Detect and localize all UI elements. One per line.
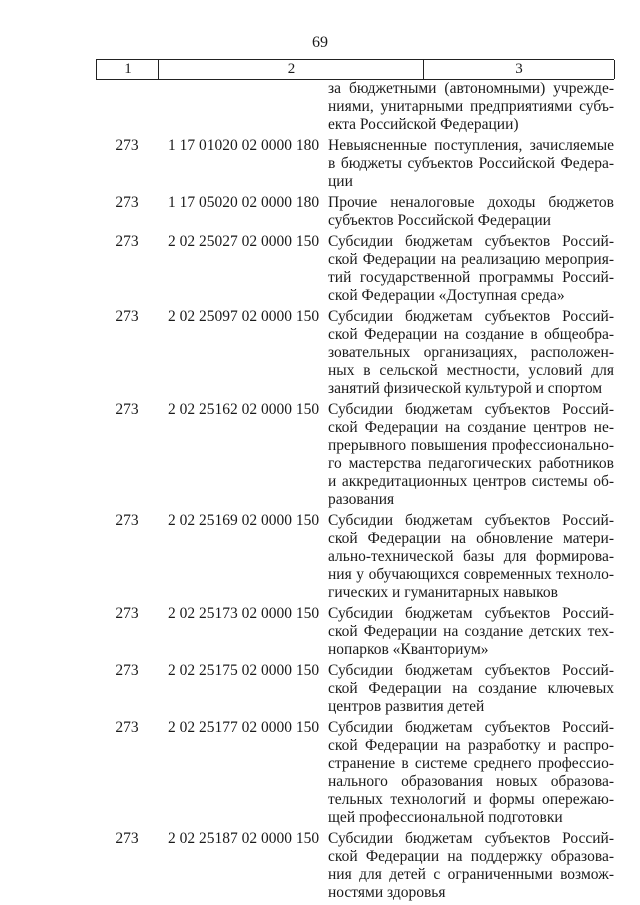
description-line: ния у обучающихся современных техноло-	[328, 566, 614, 583]
description-line: ской Федерации на создание центров не-	[328, 419, 614, 436]
description-line: гических и гуманитарных навыков	[328, 584, 558, 601]
admin-code-cell: 273	[115, 605, 139, 622]
income-description-cell	[328, 512, 614, 602]
description-line: Субсидии бюджетам субъектов Россий-	[328, 830, 614, 847]
description-line: тий государственной программы Россий-	[328, 269, 614, 286]
table-row	[96, 137, 614, 191]
description-line: ниями, унитарными предприятиями субъ-	[328, 98, 614, 115]
budget-class-code-cell: 2 02 25162 02 0000 150	[168, 401, 320, 418]
income-description-cell	[328, 194, 614, 230]
description-line: тельных технологий и формы опережаю-	[328, 791, 614, 808]
description-line: нального образования новых образова-	[328, 773, 614, 790]
budget-class-code-cell: 1 17 01020 02 0000 180	[168, 137, 320, 154]
description-line: ской Федерации «Доступная среда»	[328, 287, 565, 304]
income-description-cell	[328, 233, 614, 305]
description-line: занятий физической культурой и спортом	[328, 380, 603, 397]
table-row	[96, 605, 614, 659]
admin-code-cell: 273	[115, 830, 139, 847]
description-line: зовательных организациях, расположен-	[328, 344, 614, 361]
description-line: ных в сельской местности, условий для	[328, 362, 614, 379]
description-line: Субсидии бюджетам субъектов Россий-	[328, 308, 614, 325]
admin-code-cell: 273	[115, 401, 139, 418]
admin-code-cell: 273	[115, 137, 139, 154]
description-line: ской Федерации на создание в общеобра-	[328, 326, 614, 343]
header-col-1: 1	[96, 60, 159, 79]
description-line: центров развития детей	[328, 698, 485, 715]
admin-code-cell	[96, 80, 158, 134]
description-line: ской Федерации на создание ключевых	[328, 680, 614, 697]
description-line: ции	[328, 173, 353, 190]
budget-class-code-cell	[158, 80, 328, 134]
description-line: ской Федерации на реализацию мероприя-	[328, 251, 614, 268]
income-description-cell	[328, 830, 614, 902]
income-description-cell	[328, 719, 614, 827]
description-line: субъектов Российской Федерации	[328, 212, 551, 229]
description-line: Невыясненные поступления, зачисляемые	[328, 137, 614, 154]
description-line: в бюджеты субъектов Российской Федера-	[328, 155, 614, 172]
description-line: Субсидии бюджетам субъектов Россий-	[328, 233, 614, 250]
description-line: го мастерства педагогических работников	[328, 455, 614, 472]
description-line: и аккредитационных центров системы об-	[328, 473, 614, 490]
table-row	[96, 80, 614, 134]
description-line: Субсидии бюджетам субъектов Россий-	[328, 719, 614, 736]
description-line: Субсидии бюджетам субъектов Россий-	[328, 662, 614, 679]
description-line: екта Российской Федерации)	[328, 116, 519, 133]
table-row	[96, 233, 614, 305]
description-line: прерывного повышения профессионально-	[328, 437, 614, 454]
description-line: Субсидии бюджетам субъектов Россий-	[328, 401, 614, 418]
income-description-cell	[328, 662, 614, 716]
description-line: ской Федерации на создание детских тех-	[328, 623, 614, 640]
table-row	[96, 194, 614, 230]
admin-code-cell: 273	[115, 308, 139, 325]
admin-code-cell: 273	[115, 512, 139, 529]
income-description-cell	[328, 80, 614, 134]
budget-class-code-cell: 2 02 25177 02 0000 150	[168, 719, 320, 736]
description-line: ально-технической базы для формирова-	[328, 548, 614, 565]
budget-class-code-cell: 1 17 05020 02 0000 180	[168, 194, 320, 211]
admin-code-cell: 273	[115, 233, 139, 250]
budget-class-code-cell: 2 02 25173 02 0000 150	[168, 605, 320, 622]
budget-class-code-cell: 2 02 25175 02 0000 150	[168, 662, 320, 679]
description-line: Субсидии бюджетам субъектов Россий-	[328, 605, 614, 622]
income-description-cell	[328, 605, 614, 659]
description-line: ния для детей с ограниченными возмож-	[328, 866, 614, 883]
description-line: разования	[328, 491, 395, 508]
admin-code-cell: 273	[115, 194, 139, 211]
page-number: 69	[312, 34, 328, 51]
description-line: щей профессиональной подготовки	[328, 809, 563, 826]
header-col-2: 2	[158, 60, 424, 79]
admin-code-cell: 273	[115, 662, 139, 679]
table-row	[96, 308, 614, 398]
description-line: ской Федерации на обновление матери-	[328, 530, 614, 547]
budget-class-code-cell: 2 02 25169 02 0000 150	[168, 512, 320, 529]
table-row	[96, 512, 614, 602]
table-row	[96, 830, 614, 902]
description-line: ской Федерации на разработку и распро-	[328, 737, 614, 754]
description-line: Субсидии бюджетам субъектов Россий-	[328, 512, 614, 529]
header-col-3: 3	[423, 60, 615, 79]
table-body	[96, 80, 614, 902]
table-row	[96, 719, 614, 827]
budget-class-code-cell: 2 02 25027 02 0000 150	[168, 233, 320, 250]
table-row	[96, 401, 614, 509]
budget-class-code-cell: 2 02 25097 02 0000 150	[168, 308, 320, 325]
description-line: нопарков «Кванториум»	[328, 641, 489, 658]
table-row	[96, 662, 614, 716]
description-line: за бюджетными (автономными) учрежде-	[328, 80, 614, 97]
description-line: ностями здоровья	[328, 884, 446, 901]
income-description-cell	[328, 308, 614, 398]
admin-code-cell: 273	[115, 719, 139, 736]
income-description-cell	[328, 137, 614, 191]
table-header	[96, 59, 614, 80]
budget-class-code-cell: 2 02 25187 02 0000 150	[168, 830, 320, 847]
income-description-cell	[328, 401, 614, 509]
description-line: ской Федерации на поддержку образова-	[328, 848, 614, 865]
description-line: странение в системе среднего профессио-	[328, 755, 614, 772]
description-line: Прочие неналоговые доходы бюджетов	[328, 194, 614, 211]
